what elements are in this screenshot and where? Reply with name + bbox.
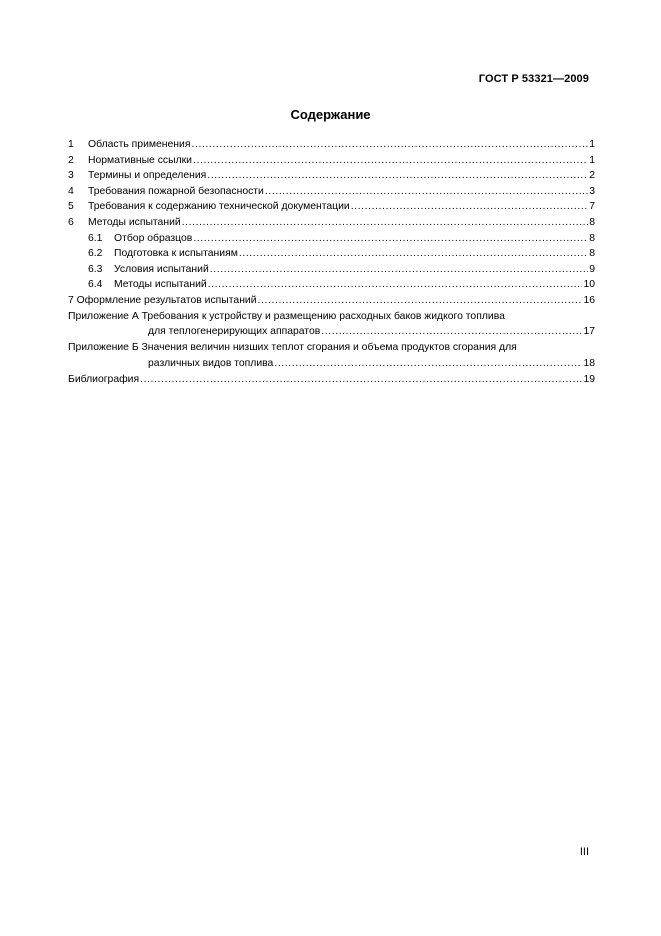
toc-entry-3[interactable] xyxy=(68,168,595,184)
toc-entry-text: Библиография xyxy=(68,373,140,385)
dot-leader xyxy=(265,184,588,200)
toc-entry-text: Область применения xyxy=(88,139,191,150)
toc-entry-number: 6.3 xyxy=(88,263,103,275)
toc-entry-page: 16 xyxy=(583,294,595,306)
dot-leader xyxy=(191,137,588,153)
toc-appendix-b[interactable] xyxy=(68,340,595,372)
document-code: ГОСТ Р 53321—2009 xyxy=(478,73,589,85)
dot-leader xyxy=(193,231,588,247)
toc-entry-7[interactable] xyxy=(68,293,595,309)
page-number: III xyxy=(579,846,589,858)
toc-entry-page: 7 xyxy=(589,201,595,213)
dot-leader xyxy=(140,372,582,388)
dot-leader xyxy=(193,153,588,169)
toc-entry-4[interactable] xyxy=(68,184,595,200)
toc-entry-number: 6.2 xyxy=(88,248,103,260)
toc-entry-6[interactable] xyxy=(68,215,595,231)
dot-leader xyxy=(321,324,582,340)
toc-entry-text: Требования к содержанию технической документации xyxy=(88,201,350,213)
toc-entry-page: 10 xyxy=(583,279,595,291)
dot-leader xyxy=(258,293,583,309)
toc-entry-text: Методы испытаний xyxy=(114,279,207,291)
dot-leader xyxy=(182,215,589,231)
toc-entry-5[interactable] xyxy=(68,199,595,215)
toc-entry-1[interactable] xyxy=(68,137,595,153)
toc-entry-text: Нормативные ссылки xyxy=(88,154,192,166)
toc-appendix-title-continued: для теплогенерирующих аппаратов xyxy=(148,326,321,338)
toc-title: Содержание xyxy=(290,107,371,122)
toc-entry-page: 3 xyxy=(589,185,595,197)
dot-leader xyxy=(274,356,582,372)
toc-subentry-6-3[interactable] xyxy=(68,262,595,278)
dot-leader xyxy=(210,262,588,278)
toc-entry-page: 8 xyxy=(589,232,595,244)
toc-appendix-title: Приложение Б Значения величин низших теплот сгорания и объема продуктов сгорания для xyxy=(68,342,517,354)
toc-entry-text: Условия испытаний xyxy=(114,263,209,275)
toc-appendix-title-continued: различных видов топлива xyxy=(148,357,274,369)
toc-entry-text: Отбор образцов xyxy=(114,232,193,244)
toc-entry-text: Методы испытаний xyxy=(88,216,181,228)
toc-entry-number: 6 xyxy=(68,216,74,228)
toc-entry-2[interactable] xyxy=(68,153,595,169)
toc-appendix-a[interactable] xyxy=(68,309,595,341)
toc-entry-number: 6.1 xyxy=(88,232,103,244)
toc-entry-page: 19 xyxy=(583,373,595,385)
toc-entry-text: 7 Оформление результатов испытаний xyxy=(68,294,257,306)
toc-appendix-title: Приложение А Требования к устройству и размещению расходных баков жидкого топлива xyxy=(68,310,505,322)
toc-entry-number: 6.4 xyxy=(88,279,103,291)
toc-entry-page: 2 xyxy=(589,170,595,182)
toc-bibliography[interactable] xyxy=(68,372,595,388)
toc-entry-text: Требования пожарной безопасности xyxy=(88,185,264,197)
table-of-contents xyxy=(68,137,595,387)
toc-entry-page: 17 xyxy=(583,326,595,338)
dot-leader xyxy=(239,246,588,262)
dot-leader xyxy=(207,168,588,184)
toc-entry-page: 9 xyxy=(589,263,595,275)
dot-leader xyxy=(351,199,589,215)
dot-leader xyxy=(208,277,583,293)
toc-entry-number: 5 xyxy=(68,201,74,213)
toc-subentry-6-4[interactable] xyxy=(68,277,595,293)
toc-entry-page: 18 xyxy=(583,357,595,369)
toc-entry-page: 8 xyxy=(589,216,595,228)
toc-subentry-6-2[interactable] xyxy=(68,246,595,262)
toc-entry-page: 1 xyxy=(589,139,595,150)
toc-entry-text: Термины и определения xyxy=(88,170,207,182)
toc-entry-number: 4 xyxy=(68,185,74,197)
toc-entry-number: 2 xyxy=(68,154,74,166)
toc-subentry-6-1[interactable] xyxy=(68,231,595,247)
toc-entry-page: 1 xyxy=(589,154,595,166)
toc-entry-number: 1 xyxy=(68,139,74,150)
toc-entry-page: 8 xyxy=(589,248,595,260)
toc-entry-text: Подготовка к испытаниям xyxy=(114,248,238,260)
toc-entry-number: 3 xyxy=(68,170,74,182)
